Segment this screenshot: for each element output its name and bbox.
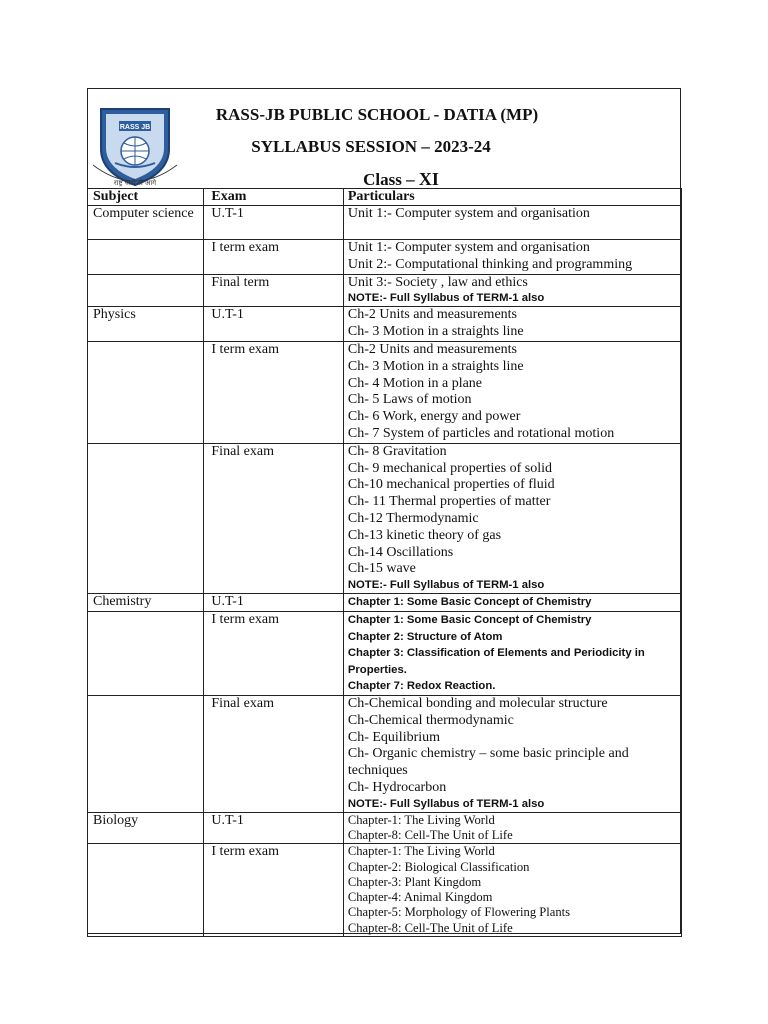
exam-cell: U.T-1 (204, 206, 343, 240)
list-item: Ch- 5 Laws of motion (347, 392, 472, 408)
list-item: Ch- 11 Thermal properties of matter (347, 494, 551, 510)
particulars-cell (343, 844, 681, 937)
list-item: Chapter 7: Redox Reaction. (347, 680, 496, 693)
particulars-cell (343, 274, 681, 307)
subject-cell (88, 844, 204, 937)
list-item: Ch-2 Units and measurements (347, 341, 517, 357)
exam-cell: I term exam (204, 844, 343, 937)
list-item: Ch-10 mechanical properties of fluid (347, 477, 555, 493)
subject-cell: Physics (88, 307, 204, 342)
list-item: Chapter-1: The Living World (347, 844, 495, 859)
list-item: Ch- Organic chemistry – some basic principle and techniques (347, 746, 629, 779)
list-item: Chapter-8: Cell-The Unit of Life (347, 827, 513, 842)
particulars-cell (343, 307, 681, 342)
table-row (88, 206, 682, 240)
table-row (88, 307, 682, 342)
note-text: NOTE:- Full Syllabus of TERM-1 also (347, 797, 545, 810)
list-item: Ch-Chemical thermodynamic (347, 712, 514, 728)
list-item: Chapter 3: Classification of Elements and Periodicity in Properties. (347, 647, 645, 676)
table-row (88, 695, 682, 812)
list-item: Ch-2 Units and measurements (347, 307, 517, 323)
list-item: Chapter-8: Cell-The Unit of Life (347, 920, 513, 935)
table-row (88, 341, 682, 443)
exam-cell: I term exam (204, 240, 343, 275)
list-item: Ch- 9 mechanical properties of solid (347, 460, 552, 476)
exam-cell: U.T-1 (204, 812, 343, 844)
syllabus-document (87, 88, 681, 934)
list-item: Ch-15 wave (347, 561, 416, 577)
table-row (88, 240, 682, 275)
table-row (88, 812, 682, 844)
logo-top-text: RASS JB (119, 124, 151, 131)
table-row (88, 844, 682, 937)
subject-cell (88, 611, 204, 695)
list-item: Unit 1:- Computer system and organisation (347, 240, 590, 255)
column-header-particulars: Particulars (343, 189, 681, 206)
session-title: SYLLABUS SESSION – 2023-24 (251, 137, 491, 156)
list-item: Ch- 7 System of particles and rotational motion (347, 425, 615, 441)
subject-cell (88, 695, 204, 812)
list-item: Ch- Equilibrium (347, 729, 441, 745)
subject-cell: Biology (88, 812, 204, 844)
table-row (88, 443, 682, 593)
class-title: Class – XI (363, 169, 439, 189)
list-item: Chapter 1: Some Basic Concept of Chemistry (347, 613, 592, 626)
subject-cell (88, 443, 204, 593)
table-row (88, 611, 682, 695)
list-item: Ch- 8 Gravitation (347, 443, 447, 459)
school-name: RASS-JB PUBLIC SCHOOL - DATIA (MP) (215, 105, 539, 124)
list-item: Unit 2:- Computational thinking and programming (347, 256, 633, 272)
particulars-cell (343, 695, 681, 812)
list-item: Chapter-5: Morphology of Flowering Plants (347, 905, 571, 920)
list-item: Chapter-1: The Living World (347, 812, 495, 827)
particulars-cell (343, 594, 681, 612)
subject-cell: Chemistry (88, 594, 204, 612)
exam-cell: U.T-1 (204, 594, 343, 612)
subject-cell (88, 341, 204, 443)
particulars-cell (343, 611, 681, 695)
list-item: Ch-Chemical bonding and molecular structure (347, 695, 608, 711)
table-row (88, 594, 682, 612)
exam-cell: I term exam (204, 341, 343, 443)
list-item: Chapter 1: Some Basic Concept of Chemistry (347, 596, 592, 609)
list-item: Ch- 6 Work, energy and power (347, 409, 521, 425)
list-item: Unit 1:- Computer system and organisation (347, 206, 590, 221)
list-item: Chapter-4: Animal Kingdom (347, 890, 493, 905)
subject-cell (88, 274, 204, 307)
note-text: NOTE:- Full Syllabus of TERM-1 also (347, 579, 545, 592)
list-item: Ch-12 Thermodynamic (347, 510, 479, 526)
exam-cell: U.T-1 (204, 307, 343, 342)
list-item: Ch- Hydrocarbon (347, 779, 447, 795)
column-header-subject: Subject (88, 189, 204, 206)
syllabus-table (87, 188, 682, 937)
list-item: Ch-14 Oscillations (347, 544, 454, 560)
note-text: NOTE:- Full Syllabus of TERM-1 also (347, 292, 545, 305)
exam-cell: Final term (204, 274, 343, 307)
list-item: Chapter 2: Structure of Atom (347, 630, 503, 643)
table-row (88, 274, 682, 307)
list-item: Ch- 4 Motion in a plane (347, 375, 483, 391)
particulars-cell (343, 240, 681, 275)
particulars-cell (343, 812, 681, 844)
list-item: Unit 3:- Society , law and ethics (347, 274, 528, 290)
particulars-cell (343, 206, 681, 240)
table-header-row (88, 189, 682, 206)
subject-cell: Computer science (88, 206, 204, 240)
particulars-cell (343, 443, 681, 593)
subject-cell (88, 240, 204, 275)
list-item: Chapter-2: Biological Classification (347, 859, 530, 874)
list-item: Ch- 3 Motion in a straights line (347, 324, 524, 340)
column-header-exam: Exam (204, 189, 343, 206)
list-item: Ch- 3 Motion in a straights line (347, 358, 524, 374)
list-item: Ch-13 kinetic theory of gas (347, 527, 502, 543)
exam-cell: I term exam (204, 611, 343, 695)
exam-cell: Final exam (204, 695, 343, 812)
logo-motto: राष्ट्र जाएँ से आगे (113, 179, 157, 187)
particulars-cell (343, 341, 681, 443)
list-item: Chapter-3: Plant Kingdom (347, 874, 482, 889)
exam-cell: Final exam (204, 443, 343, 593)
